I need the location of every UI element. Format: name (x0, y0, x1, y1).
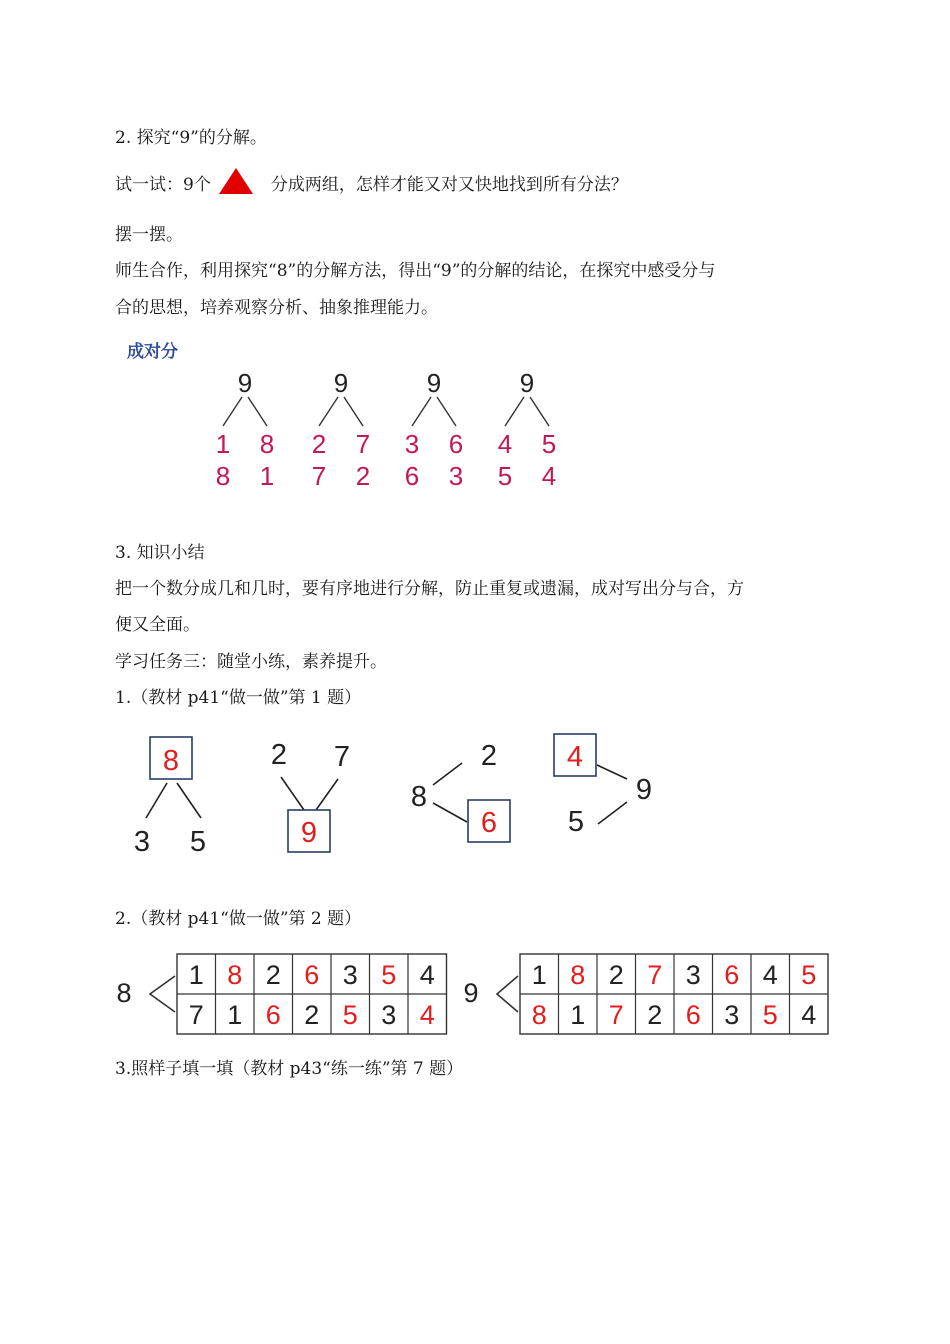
tree-2-row2-num0: 6 (404, 461, 420, 491)
answer-4: 4 (566, 741, 584, 773)
tree-3-row1-num0: 4 (497, 429, 513, 459)
table-cell-r1-c7: 4 (762, 960, 778, 990)
section-2-heading: 2. 探究“9”的分解。 (115, 128, 267, 148)
tree-top-1: 9 (333, 368, 349, 398)
table-cell-r2-c6: 3 (724, 1000, 740, 1030)
pair-label: 成对分 (127, 342, 178, 362)
tree-3-row1-num1: 5 (541, 429, 557, 459)
answer-9: 9 (300, 817, 318, 849)
table-cell-r2-c4: 2 (647, 1000, 663, 1030)
tree-2-row1-num1: 6 (448, 429, 464, 459)
part-3: 3 (133, 826, 151, 858)
table-cell-r2-c4: 2 (304, 1000, 320, 1030)
table-cell-r2-c1: 7 (188, 1000, 204, 1030)
tree-3-row2-num0: 5 (497, 461, 513, 491)
table-cell-r1-c5: 3 (342, 960, 358, 990)
table-cell-r2-c7: 4 (419, 1000, 435, 1030)
answer-8: 8 (162, 745, 180, 777)
table-cell-r1-c4: 7 (647, 960, 663, 990)
tree-top-3: 9 (519, 368, 535, 398)
tree-top-2: 9 (426, 368, 442, 398)
tree-1-row2-num0: 7 (311, 461, 327, 491)
table-cell-r1-c8: 5 (801, 960, 817, 990)
tree-0-row2-num0: 8 (215, 461, 231, 491)
tree-1-row2-num1: 2 (355, 461, 371, 491)
table-9 (463, 954, 828, 1034)
table-cell-r1-c5: 3 (685, 960, 701, 990)
table-cell-r2-c5: 6 (685, 1000, 701, 1030)
whole-8: 8 (410, 781, 428, 813)
tree-1-row1-num0: 2 (311, 429, 327, 459)
section-2-para-1: 师生合作，利用探究“8”的分解方法，得出“9”的分解的结论，在探究中感受分与 (115, 261, 716, 281)
part-7: 7 (333, 741, 351, 773)
task-3-heading: 学习任务三：随堂小练，素养提升。 (115, 652, 387, 672)
part-5: 5 (189, 826, 207, 858)
tree-0-row2-num1: 1 (259, 461, 275, 491)
tree-0-row1-num1: 8 (259, 429, 275, 459)
table-cell-r1-c1: 1 (188, 960, 204, 990)
table-total: 9 (463, 978, 479, 1008)
table-cell-r2-c5: 5 (342, 1000, 358, 1030)
exercise-3-title: 3.照样子填一填（教材 p43“练一练”第 7 题） (115, 1059, 464, 1079)
table-cell-r1-c6: 5 (381, 960, 397, 990)
table-cell-r1-c2: 8 (227, 960, 243, 990)
table-total: 8 (116, 978, 132, 1008)
table-cell-r2-c2: 1 (227, 1000, 243, 1030)
whole-9: 9 (635, 774, 653, 806)
part-5b: 5 (567, 806, 585, 838)
tree-2-row1-num0: 3 (404, 429, 420, 459)
tree-1-row1-num1: 7 (355, 429, 371, 459)
table-cell-r1-c3: 2 (608, 960, 624, 990)
table-cell-r2-c3: 7 (608, 1000, 624, 1030)
arrange-line: 摆一摆。 (115, 225, 183, 245)
section-3-para-1: 把一个数分成几和几时，要有序地进行分解，防止重复或遗漏，成对写出分与合，方 (115, 579, 744, 599)
tree-top-0: 9 (237, 368, 253, 398)
section-3-para-2: 便又全面。 (115, 615, 200, 635)
table-cell-r2-c6: 3 (381, 1000, 397, 1030)
table-cell-r1-c4: 6 (304, 960, 320, 990)
tree-2-row2-num1: 3 (448, 461, 464, 491)
table-bracket (497, 976, 518, 1012)
table-cell-r2-c8: 4 (801, 1000, 817, 1030)
tree-0-row1-num0: 1 (215, 429, 231, 459)
table-cell-r2-c7: 5 (762, 1000, 778, 1030)
table-8 (116, 954, 446, 1034)
table-cell-r1-c2: 8 (570, 960, 586, 990)
tree-3-row2-num1: 4 (541, 461, 557, 491)
answer-6: 6 (480, 807, 498, 839)
table-cell-r2-c3: 6 (265, 1000, 281, 1030)
table-cell-r2-c1: 8 (531, 1000, 547, 1030)
table-cell-r2-c2: 1 (570, 1000, 586, 1030)
try-suffix: 分成两组，怎样才能又对又快地找到所有分法？ (270, 175, 628, 195)
part-2: 2 (270, 739, 288, 771)
part-2b: 2 (480, 740, 498, 772)
table-bracket (150, 976, 175, 1012)
table-cell-r1-c3: 2 (265, 960, 281, 990)
table-cell-r1-c7: 4 (419, 960, 435, 990)
try-prefix: 试一试：9个 (115, 175, 211, 195)
table-cell-r1-c6: 6 (724, 960, 740, 990)
exercise-1-title: 1.（教材 p41“做一做”第 1 题） (115, 688, 362, 708)
table-cell-r1-c1: 1 (531, 960, 547, 990)
section-3-heading: 3. 知识小结 (115, 543, 205, 563)
section-2-para-2: 合的思想，培养观察分析、抽象推理能力。 (115, 298, 438, 318)
exercise-2-title: 2.（教材 p41“做一做”第 2 题） (115, 909, 362, 929)
